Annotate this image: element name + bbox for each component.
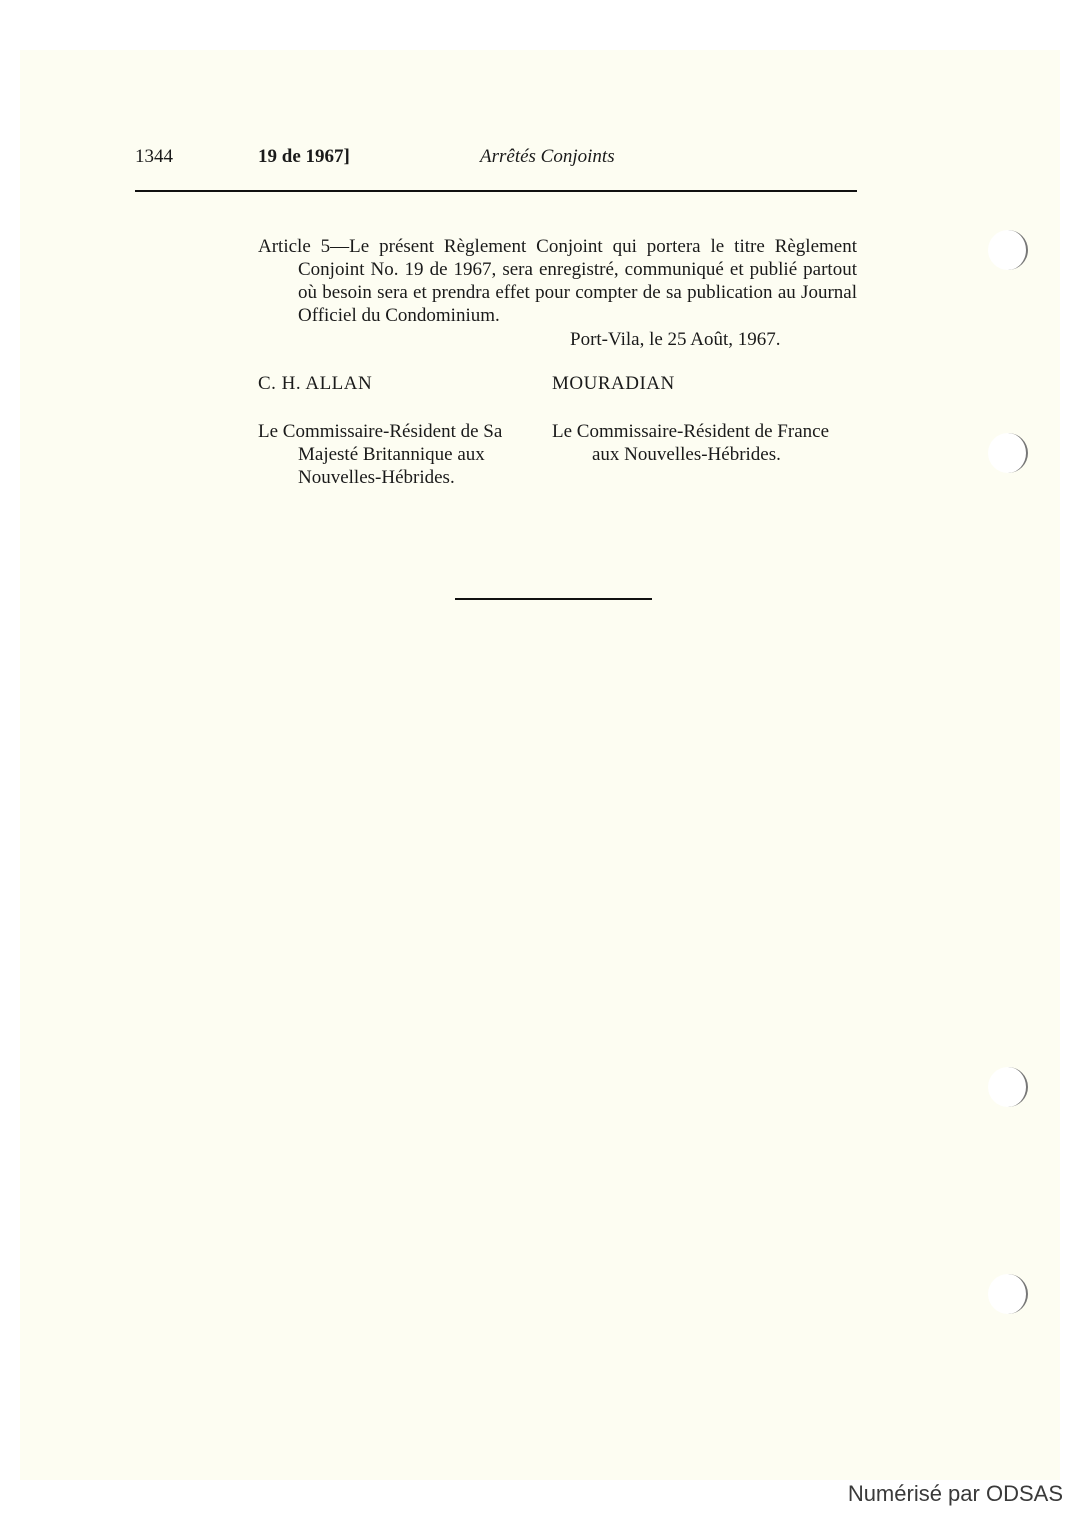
- header-rule: [135, 190, 857, 192]
- article-5-paragraph: Article 5—Le présent Règlement Conjoint qui portera le titre Règlement Conjoint No. 19 de 1967, sera enregistré, communiqué et publié partout où besoin sera et prendra effet pour compter de sa publication au Journal Officiel du Condominium.: [258, 236, 857, 326]
- punch-hole: [988, 433, 1028, 473]
- british-commissioner-name: C. H. ALLAN: [258, 373, 373, 394]
- british-commissioner-title: Le Commissaire-Résident de Sa Majesté Britannique aux Nouvelles-Hébrides.: [258, 421, 503, 488]
- regulation-reference: 19 de 1967]: [258, 146, 350, 167]
- page-number: 1344: [135, 146, 173, 167]
- french-commissioner-title: Le Commissaire-Résident de France aux Nouvelles-Hébrides.: [552, 421, 830, 465]
- section-title: Arrêtés Conjoints: [480, 146, 615, 167]
- punch-hole: [988, 1274, 1028, 1314]
- document-page: [20, 50, 1060, 1480]
- end-of-text-rule: [455, 598, 652, 600]
- french-signatory: [552, 372, 852, 466]
- punch-hole: [988, 1067, 1028, 1107]
- place-and-date: Port-Vila, le 25 Août, 1967.: [570, 329, 781, 350]
- punch-hole: [988, 230, 1028, 270]
- french-commissioner-name: MOURADIAN: [552, 373, 675, 394]
- british-signatory: [258, 372, 553, 489]
- digitization-credit: Numérisé par ODSAS: [847, 1481, 1063, 1506]
